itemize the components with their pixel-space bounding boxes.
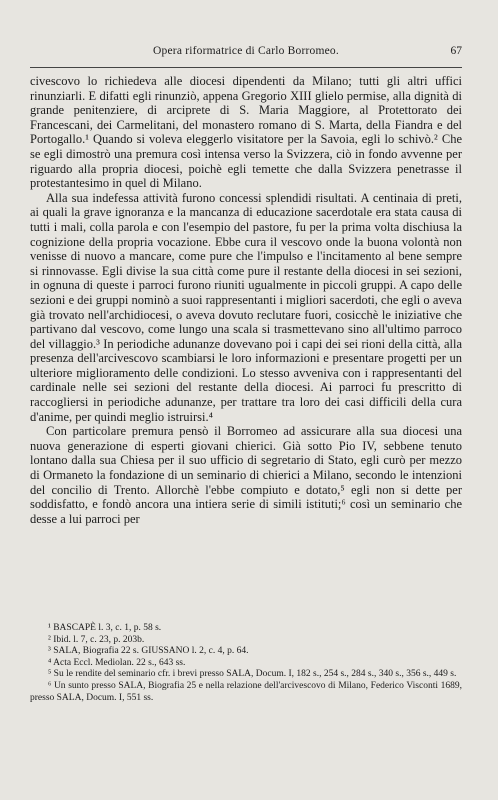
footnote: ⁴ Acta Eccl. Mediolan. 22 s., 643 ss. — [48, 657, 186, 668]
paragraph: Alla sua indefessa attività furono concessi splendidi risultati. A centinaia di preti, ai quali la grave ignoranza e la mancanza di educazione sacerdotale era stata causa di tutti i mali, colla parola e con l'esempio del pastore, fu per la prima volta dischiusa la cognizione della propria vocazione. Ebbe cura il vescovo onde la buona volontà non venisse di nuovo a mancare, come pure che l'impulso e l'incitamento al bene sempre si rinnovasse. Egli divise la sua città come pure il restante della diocesi in sei sezioni, in ognuna di queste i parroci furono riuniti ugualmente in piccoli gruppi. A capo delle sezioni e dei gruppi nominò a suoi rappresentanti i migliori sacerdoti, che egli o aveva già trovato nell'archidiocesi, o aveva dovuto reclutare fuori, cosicchè le iniziative che partivano dal vescovo, come lungo una scala si trasmettevano sino all'ultimo parroco del villaggio.³ In periodiche adunanze dovevano poi i capi dei sei rioni della città, alla presenza dell'arcivescovo scambiarsi le loro informazioni e presentare progetti per un ulteriore miglioramento delle condizioni. Lo stesso avveniva con i rappresentanti del cardinale nelle sei sezioni del restante della diocesi. Ai parroci fu prescritto di raccogliersi in periodiche adunanze, per trattare tra loro dei casi difficili della cura d'anime, per quindi meglio istruirsi.⁴ — [30, 190, 462, 424]
body-text — [30, 74, 462, 526]
page-header — [30, 45, 462, 65]
footnote: ⁵ Su le rendite del seminario cfr. i brevi presso SALA, Docum. I, 182 s., 254 s., 284 s., 340 s., 356 s., 449 s. — [48, 669, 457, 680]
footnote: ⁶ Un sunto presso SALA, Biografia 25 e nella relazione dell'arcivescovo di Milano, Federico Visconti 1689, presso SALA, Docum. I, 551 ss. — [30, 680, 462, 703]
paragraph: Con particolare premura pensò il Borromeo ad assicurare alla sua diocesi una nuova generazione di esperti giovani chierici. Già sotto Pio IV, sebbene tenuto lontano dalla sua Chiesa per il suo ufficio di segretario di Stato, egli curò per mezzo di Ormaneto la fondazione di un seminario di chierici a Milano, secondo le intenzioni del concilio di Trento. Allorchè l'ebbe compiuto e dotato,⁵ egli non si dette per soddisfatto, e fondò ancora una intiera serie di simili istituti;⁶ così un seminario che desse a lui parroci per — [30, 424, 462, 526]
footnote: ¹ BASCAPÈ l. 3, c. 1, p. 58 s. — [48, 623, 162, 633]
footnotes — [30, 623, 462, 704]
running-title: Opera riformatrice di Carlo Borromeo. — [153, 45, 339, 57]
footnote: ³ SALA, Biografia 22 s. GIUSSANO l. 2, c. 4, p. 64. — [48, 646, 249, 657]
footnote: ² Ibid. l. 7, c. 23, p. 203b. — [48, 634, 145, 645]
header-rule — [30, 67, 462, 68]
page-number: 67 — [450, 45, 462, 57]
paragraph: civescovo lo richiedeva alle diocesi dipendenti da Milano; tutti gli altri uffici rinunziarli. E difatti egli rinunziò, appena Gregorio XIII glielo permise, alla dignità di grande penitenziere, di arciprete di S. Maria Maggiore, al Protettorato dei Francescani, dei Carmelitani, del monastero romano di S. Marta, della Fiandra e del Portogallo.¹ Quando si voleva eleggerlo visitatore per la Savoia, egli lo schivò.² Che se egli dimostrò una premura così intensa verso la Svizzera, ciò in fondo avvenne per riguardo alla propria diocesi, poichè egli temette che dalla Svizzera penetrasse il protestantesimo in quel di Milano. — [30, 74, 462, 191]
